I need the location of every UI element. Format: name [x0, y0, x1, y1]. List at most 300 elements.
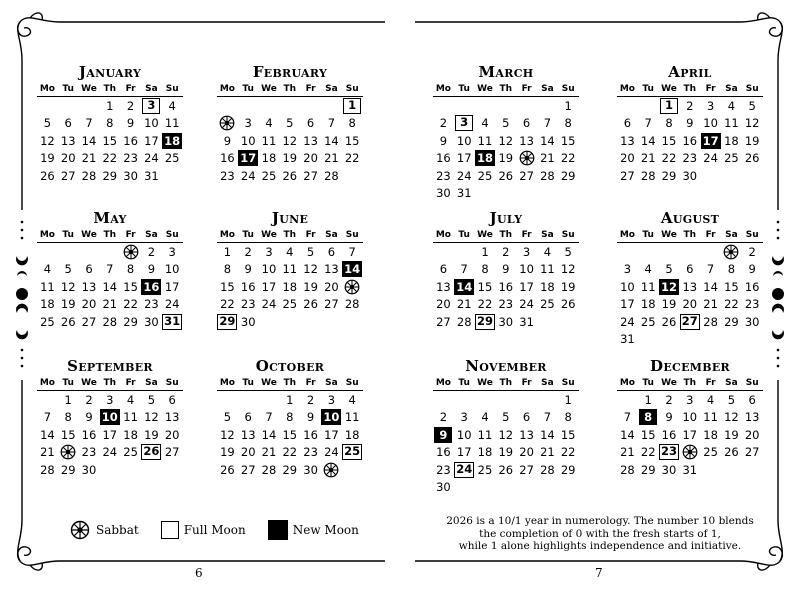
day-cell — [162, 296, 183, 314]
day-number: 13 — [164, 410, 180, 425]
day-number: 18 — [344, 427, 360, 442]
month-title: June — [271, 209, 309, 227]
day-number: 14 — [703, 279, 718, 294]
day-cell — [638, 313, 659, 331]
day-number: 18 — [703, 427, 718, 442]
week-row — [617, 132, 763, 150]
day-number: 1 — [564, 98, 572, 113]
day-cell — [342, 115, 363, 133]
empty-cell — [638, 331, 659, 349]
day-number: 15 — [560, 427, 576, 442]
day-cell — [617, 426, 638, 444]
week-row — [433, 261, 579, 279]
day-number: 25 — [703, 445, 718, 460]
day-number: 1 — [223, 244, 232, 259]
weekday-label: Su — [345, 230, 359, 240]
day-number: 28 — [102, 314, 118, 329]
day-number: 11 — [724, 116, 739, 131]
day-cell — [141, 261, 162, 279]
day-number: 24 — [620, 314, 635, 329]
sabbat-day — [321, 461, 342, 479]
day-number: 12 — [303, 262, 318, 277]
month-title: December — [650, 357, 730, 375]
day-number: 12 — [744, 116, 760, 131]
day-cell — [120, 278, 141, 296]
day-number: 11 — [640, 279, 656, 294]
day-number: 6 — [522, 410, 531, 425]
week-row — [617, 313, 763, 331]
day-cell — [300, 391, 321, 409]
day-cell — [279, 296, 300, 314]
weekday-label: Th — [103, 378, 117, 388]
day-number: 23 — [81, 445, 97, 460]
day-number: 14 — [620, 427, 635, 442]
day-cell — [37, 261, 58, 279]
weekday-label: Mo — [219, 230, 235, 240]
wheel-icon — [344, 279, 360, 295]
day-number: 3 — [106, 392, 114, 407]
day-cell — [659, 296, 680, 314]
day-number: 19 — [661, 297, 677, 312]
new-moon-day — [342, 261, 363, 279]
sabbat-day — [721, 243, 742, 261]
day-number: 28 — [703, 314, 718, 329]
day-number: 7 — [348, 244, 356, 259]
empty-cell — [99, 461, 120, 479]
day-cell — [516, 296, 537, 314]
day-number: 18 — [40, 297, 55, 312]
day-number: 28 — [81, 168, 97, 183]
day-number: 27 — [303, 168, 318, 183]
wheel-icon — [60, 444, 76, 460]
day-number: 28 — [620, 462, 635, 477]
day-cell — [58, 278, 79, 296]
day-number: 6 — [327, 244, 336, 259]
day-number: 29 — [640, 462, 656, 477]
day-cell — [162, 426, 183, 444]
empty-cell — [495, 479, 516, 497]
day-number: 22 — [640, 445, 656, 460]
full-moon-day — [141, 97, 162, 115]
week-row — [617, 243, 763, 261]
empty-cell — [516, 97, 537, 115]
day-number: 25 — [164, 151, 180, 166]
weekday-label: Su — [165, 230, 179, 240]
day-number: 21 — [40, 445, 55, 460]
day-number: 11 — [282, 262, 298, 277]
day-cell — [238, 461, 259, 479]
weekday-label: Th — [683, 84, 697, 94]
day-cell — [342, 150, 363, 168]
day-cell — [679, 132, 700, 150]
day-cell — [79, 444, 100, 462]
day-number: 17 — [164, 279, 180, 294]
day-number: 12 — [660, 279, 677, 294]
new-moon-day — [99, 409, 120, 427]
day-cell — [659, 167, 680, 185]
day-number: 5 — [147, 392, 156, 407]
day-cell — [58, 132, 79, 150]
day-number: 29 — [282, 462, 298, 477]
weekday-header — [37, 228, 183, 243]
weekday-label: Tu — [458, 84, 470, 94]
full-moon-swatch — [161, 521, 179, 539]
day-number: 5 — [286, 116, 294, 131]
day-number: 30 — [436, 480, 451, 495]
day-number: 19 — [60, 297, 76, 312]
day-cell — [259, 150, 280, 168]
day-number: 5 — [306, 244, 315, 259]
day-cell — [659, 313, 680, 331]
day-cell — [217, 278, 238, 296]
empty-cell — [79, 97, 100, 115]
day-cell — [537, 296, 558, 314]
empty-cell — [742, 461, 763, 479]
day-number: 4 — [543, 244, 552, 259]
day-number: 2 — [748, 244, 756, 259]
day-number: 30 — [303, 462, 318, 477]
day-number: 19 — [724, 427, 739, 442]
day-number: 25 — [282, 297, 298, 312]
month-january — [37, 62, 183, 185]
empty-cell — [537, 313, 558, 331]
day-number: 23 — [682, 151, 698, 166]
new-moon-day — [638, 409, 659, 427]
day-cell — [259, 444, 280, 462]
day-number: 29 — [724, 314, 739, 329]
day-cell — [433, 150, 454, 168]
new-moon-day — [141, 278, 162, 296]
day-cell — [700, 296, 721, 314]
day-number: 1 — [564, 392, 572, 407]
empty-cell — [537, 97, 558, 115]
day-number: 17 — [702, 133, 719, 148]
empty-cell — [516, 185, 537, 203]
day-cell — [454, 261, 475, 279]
empty-cell — [516, 391, 537, 409]
day-cell — [638, 261, 659, 279]
day-cell — [79, 296, 100, 314]
week-row — [617, 150, 763, 168]
day-cell — [217, 132, 238, 150]
day-number: 25 — [477, 168, 493, 183]
day-cell — [475, 409, 496, 427]
day-number: 19 — [144, 427, 159, 442]
week-row — [433, 132, 579, 150]
day-number: 3 — [168, 244, 176, 259]
day-number: 28 — [540, 168, 555, 183]
day-number: 21 — [540, 151, 555, 166]
month-september — [37, 356, 183, 479]
day-cell — [617, 444, 638, 462]
weekday-label: Fr — [705, 378, 716, 388]
day-number: 12 — [60, 279, 76, 294]
weekday-label: Th — [283, 230, 297, 240]
day-number: 13 — [60, 133, 76, 148]
empty-cell — [342, 313, 363, 331]
new-moon-day — [475, 150, 496, 168]
day-cell — [279, 132, 300, 150]
weekday-label: Fr — [305, 230, 316, 240]
day-number: 10 — [620, 279, 635, 294]
empty-cell — [537, 479, 558, 497]
day-number: 5 — [223, 410, 232, 425]
day-number: 12 — [282, 133, 298, 148]
week-row — [217, 115, 363, 133]
weekday-label: Th — [499, 230, 513, 240]
day-cell — [617, 313, 638, 331]
day-cell — [516, 426, 537, 444]
day-number: 14 — [540, 133, 555, 148]
day-number: 22 — [102, 151, 118, 166]
day-cell — [37, 461, 58, 479]
numerology-note — [440, 515, 760, 553]
day-number: 8 — [106, 116, 114, 131]
day-cell — [721, 444, 742, 462]
day-cell — [300, 461, 321, 479]
day-number: 10 — [703, 116, 718, 131]
day-cell — [279, 391, 300, 409]
day-cell — [617, 331, 638, 349]
day-cell — [454, 409, 475, 427]
day-number: 10 — [456, 133, 472, 148]
day-cell — [120, 296, 141, 314]
day-number: 7 — [265, 410, 273, 425]
day-number: 14 — [261, 427, 277, 442]
day-cell — [58, 115, 79, 133]
day-number: 26 — [560, 297, 576, 312]
day-cell — [433, 167, 454, 185]
empty-cell — [58, 243, 79, 261]
note-line-1: 2026 is a 10/1 year in numerology. The number 10 blends — [446, 515, 754, 527]
day-cell — [120, 313, 141, 331]
day-number: 31 — [682, 462, 698, 477]
new-moon-day — [162, 132, 183, 150]
day-number: 11 — [477, 427, 493, 442]
day-cell — [342, 391, 363, 409]
day-cell — [558, 461, 579, 479]
day-number: 17 — [261, 279, 277, 294]
day-cell — [99, 278, 120, 296]
day-number: 22 — [477, 297, 493, 312]
day-cell — [259, 115, 280, 133]
day-cell — [321, 167, 342, 185]
day-number: 20 — [240, 445, 256, 460]
day-cell — [433, 444, 454, 462]
empty-cell — [433, 97, 454, 115]
day-cell — [238, 296, 259, 314]
weekday-label: Th — [103, 84, 117, 94]
week-row — [217, 167, 363, 185]
new-moon-day — [433, 426, 454, 444]
day-cell — [638, 444, 659, 462]
day-cell — [217, 426, 238, 444]
day-cell — [321, 278, 342, 296]
day-number: 23 — [436, 168, 451, 183]
weekday-label: Su — [561, 378, 575, 388]
day-number: 29 — [123, 314, 138, 329]
day-cell — [300, 409, 321, 427]
weekday-label: Mo — [39, 378, 55, 388]
day-number: 22 — [661, 151, 677, 166]
sabbat-day — [342, 278, 363, 296]
day-cell — [300, 115, 321, 133]
day-number: 14 — [324, 133, 339, 148]
day-cell — [259, 132, 280, 150]
day-cell — [141, 426, 162, 444]
day-number: 20 — [81, 297, 97, 312]
day-number: 23 — [123, 151, 138, 166]
day-cell — [454, 132, 475, 150]
weekday-header — [617, 82, 763, 97]
day-number: 4 — [265, 116, 273, 131]
day-number: 7 — [543, 410, 552, 425]
day-number: 13 — [519, 427, 534, 442]
weekday-label: Tu — [62, 230, 74, 240]
day-cell — [238, 261, 259, 279]
day-number: 6 — [439, 262, 448, 277]
day-number: 26 — [40, 168, 55, 183]
weekday-label: Su — [561, 230, 575, 240]
day-number: 25 — [724, 151, 739, 166]
day-cell — [433, 115, 454, 133]
day-cell — [238, 115, 259, 133]
empty-cell — [617, 391, 638, 409]
day-cell — [558, 167, 579, 185]
day-cell — [721, 278, 742, 296]
day-number: 14 — [344, 262, 361, 277]
day-number: 16 — [498, 279, 514, 294]
week-row — [217, 150, 363, 168]
day-number: 12 — [560, 262, 576, 277]
new-moon-day — [454, 278, 475, 296]
day-cell — [742, 296, 763, 314]
day-cell — [300, 278, 321, 296]
day-cell — [79, 115, 100, 133]
day-number: 26 — [303, 297, 318, 312]
day-number: 18 — [164, 133, 181, 148]
day-cell — [617, 132, 638, 150]
weekday-label: Fr — [125, 378, 136, 388]
week-row — [37, 391, 183, 409]
day-cell — [659, 115, 680, 133]
empty-cell — [238, 97, 259, 115]
weekday-header — [433, 82, 579, 97]
empty-cell — [679, 243, 700, 261]
empty-cell — [454, 479, 475, 497]
day-number: 30 — [436, 186, 451, 201]
day-number: 27 — [324, 297, 339, 312]
weekday-label: Sa — [725, 230, 738, 240]
day-number: 13 — [436, 279, 451, 294]
day-cell — [279, 167, 300, 185]
day-number: 21 — [81, 151, 97, 166]
month-october — [217, 356, 363, 479]
day-number: 1 — [660, 98, 678, 114]
weekday-label: Su — [745, 378, 759, 388]
day-cell — [58, 461, 79, 479]
day-cell — [617, 167, 638, 185]
day-cell — [162, 261, 183, 279]
day-number: 26 — [60, 314, 76, 329]
day-cell — [120, 391, 141, 409]
weekday-header — [37, 82, 183, 97]
week-row — [617, 167, 763, 185]
day-cell — [495, 444, 516, 462]
empty-cell — [617, 243, 638, 261]
week-row — [433, 185, 579, 203]
sabbat-day — [217, 115, 238, 133]
day-number: 18 — [724, 133, 739, 148]
day-cell — [454, 167, 475, 185]
day-cell — [279, 115, 300, 133]
day-cell — [679, 150, 700, 168]
wheel-icon — [70, 520, 90, 540]
day-cell — [638, 461, 659, 479]
day-cell — [37, 313, 58, 331]
day-number: 3 — [455, 115, 473, 131]
empty-cell — [454, 97, 475, 115]
day-cell — [638, 391, 659, 409]
day-number: 6 — [522, 116, 531, 131]
day-number: 24 — [164, 297, 180, 312]
day-number: 9 — [434, 427, 452, 443]
day-cell — [238, 409, 259, 427]
day-number: 5 — [727, 392, 736, 407]
day-number: 17 — [456, 151, 472, 166]
day-number: 8 — [727, 262, 736, 277]
day-cell — [141, 150, 162, 168]
day-cell — [162, 409, 183, 427]
day-cell — [79, 409, 100, 427]
day-cell — [162, 115, 183, 133]
day-cell — [321, 150, 342, 168]
weekday-label: Tu — [242, 84, 254, 94]
weekday-label: We — [81, 378, 97, 388]
day-cell — [37, 409, 58, 427]
day-number: 25 — [40, 314, 55, 329]
week-row — [617, 461, 763, 479]
weekday-label: Fr — [521, 378, 532, 388]
day-cell — [679, 97, 700, 115]
day-number: 19 — [560, 279, 576, 294]
day-cell — [679, 261, 700, 279]
day-number: 31 — [456, 186, 472, 201]
empty-cell — [99, 243, 120, 261]
day-cell — [300, 132, 321, 150]
day-number: 16 — [682, 133, 698, 148]
day-cell — [721, 261, 742, 279]
day-number: 3 — [623, 262, 632, 277]
day-number: 9 — [244, 262, 252, 277]
day-cell — [516, 444, 537, 462]
day-cell — [217, 243, 238, 261]
day-cell — [279, 150, 300, 168]
month-august — [617, 208, 763, 349]
day-cell — [617, 278, 638, 296]
day-cell — [516, 132, 537, 150]
day-cell — [279, 409, 300, 427]
day-cell — [321, 243, 342, 261]
week-row — [37, 243, 183, 261]
weekday-label: Fr — [705, 230, 716, 240]
day-cell — [217, 261, 238, 279]
day-cell — [321, 115, 342, 133]
week-row — [433, 444, 579, 462]
weekday-label: Su — [165, 84, 179, 94]
empty-cell — [433, 391, 454, 409]
day-cell — [279, 261, 300, 279]
